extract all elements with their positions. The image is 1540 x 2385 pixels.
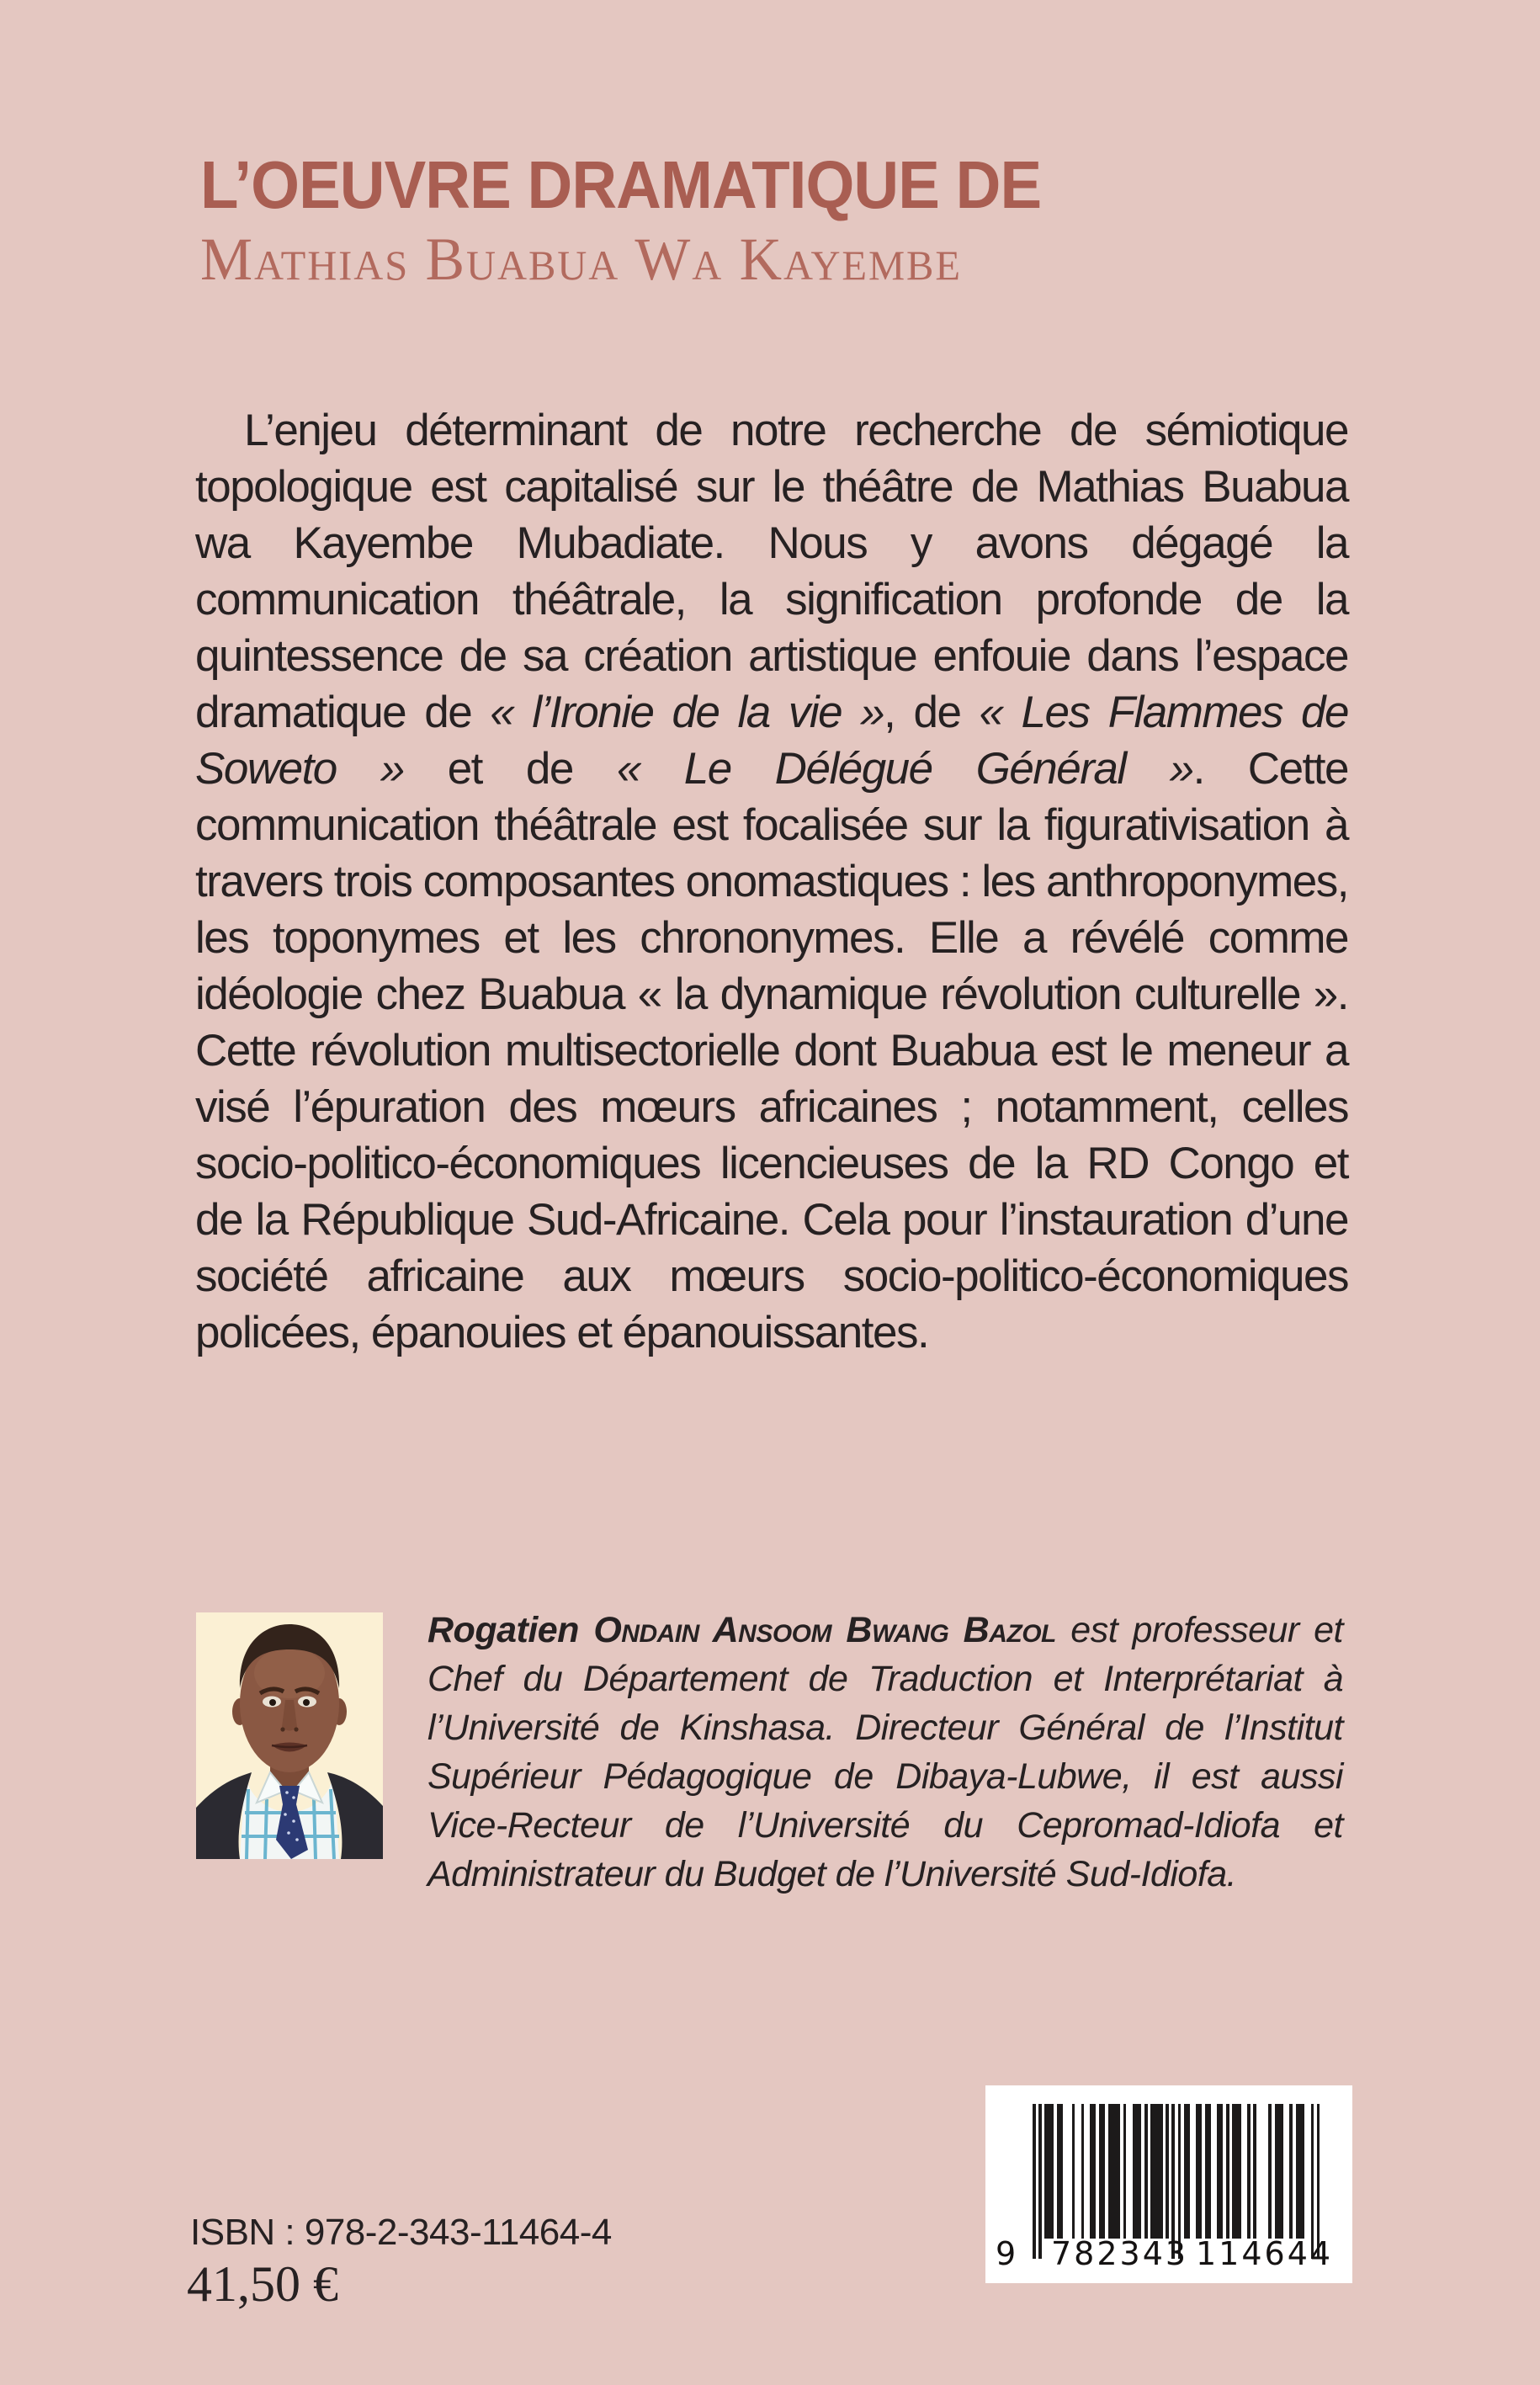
barcode-digits-left: 782343 — [1051, 2235, 1189, 2272]
barcode-digit-first: 9 — [996, 2235, 1019, 2272]
price-text: 41,50 € — [187, 2256, 338, 2312]
series-title: L’OEUVRE DRAMATIQUE DE — [200, 147, 1042, 222]
author-bio-text: Rogatien Ondain Ansoom Bwang Bazol est professeur et Chef du Département de Traduction et Interprétariat à l’Université de Kinshasa. Directeur Général de l’Institut Supérieur Pédagogique de Dibaya-Lubwe, il est aussi Vice-Recteur de l’Université du Cepromad-Idiofa et Administrateur du Budget de l’Université Sud-Idiofa. — [427, 1610, 1343, 1894]
barcode-digits-right: 114644 — [1196, 2235, 1334, 2272]
author-name-title: Mathias Buabua Wa Kayembe — [200, 226, 962, 293]
isbn-text: ISBN : 978-2-343-11464-4 — [190, 2212, 612, 2253]
author-portrait-illustration — [196, 1612, 383, 1859]
synopsis-paragraph: L’enjeu déterminant de notre recherche de sémiotique topologique est capitalisé sur le théâtre de Mathias Buabua wa Kayembe Mubadiate. Nous y avons dégagé la communication théâtrale, la signification profonde de la quintessence de sa création artistique enfouie dans l’espace dramatique de « l’Ironie de la vie », de « Les Flammes de Soweto » et de « Le Délégué Général ». Cette communication théâtrale est focalisée sur la figurativisation à travers trois composantes onomastiques : les anthroponymes, les toponymes et les chrononymes. Elle a révélé comme idéologie chez Buabua « la dynamique révolution culturelle ». Cette révolution multisectorielle dont Buabua est le meneur a visé l’épuration des mœurs africaines ; notamment, celles socio-politico-économiques licencieuses de la RD Congo et de la République Sud-Africaine. Cela pour l’instauration d’une société africaine aux mœurs socio-politico-économiques policées, épanouies et épanouissantes. — [195, 406, 1348, 1357]
barcode — [985, 2085, 1352, 2283]
author-photo — [196, 1612, 383, 1859]
